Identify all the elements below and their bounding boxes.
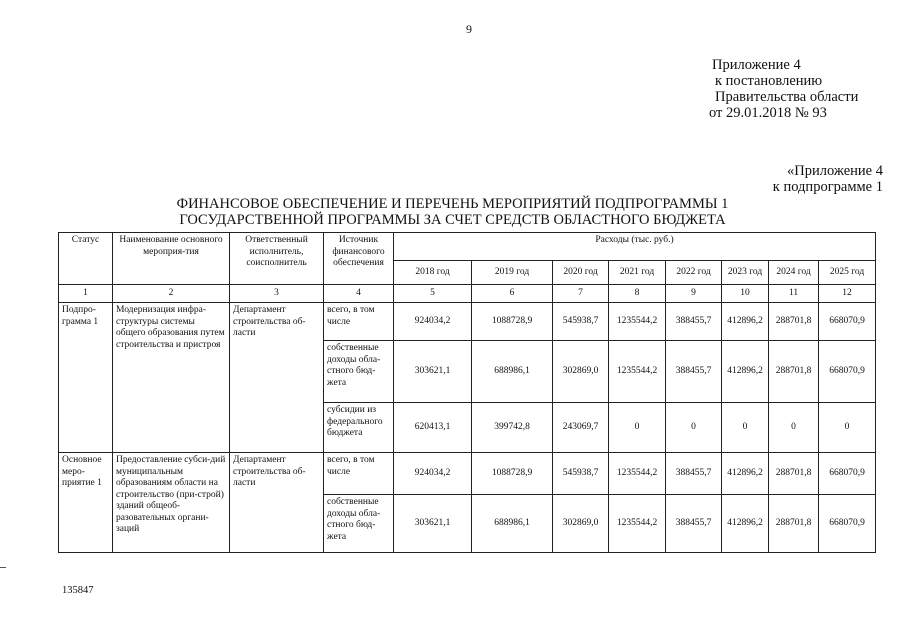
financing-table [58,232,876,553]
title-line-1: ФИНАНСОВОЕ ОБЕСПЕЧЕНИЕ И ПЕРЕЧЕНЬ МЕРОПРИЯТИЙ ПОДПРОГРАММЫ 1 [176,196,729,212]
table-row [59,453,876,495]
value-cell: 668070,9 [819,303,876,341]
document-title [0,196,905,228]
row-source: собственные доходы обла-стного бюд-жета [324,495,394,553]
column-number: 8 [609,285,666,303]
value-cell: 388455,7 [666,453,722,495]
value-cell: 388455,7 [666,495,722,553]
header-status: Статус [59,233,113,285]
value-cell: 545938,7 [553,453,609,495]
value-cell: 303621,1 [394,495,472,553]
column-number: 5 [394,285,472,303]
group-name: Модернизация инфра-структуры системы общего образования путем строительства и пристроя [113,303,230,453]
value-cell: 688986,1 [472,341,553,403]
value-cell: 288701,8 [769,341,819,403]
value-cell: 688986,1 [472,495,553,553]
appendix-line-1: Приложение 4 [712,57,801,73]
header-year: 2022 год [666,261,722,285]
value-cell: 668070,9 [819,453,876,495]
value-cell: 288701,8 [769,453,819,495]
value-cell: 0 [609,403,666,453]
value-cell: 1235544,2 [609,303,666,341]
column-number: 3 [230,285,324,303]
appendix-line-3: Правительства области [715,89,859,105]
header-year: 2020 год [553,261,609,285]
header-year: 2018 год [394,261,472,285]
row-source: всего, в том числе [324,303,394,341]
value-cell: 1088728,9 [472,453,553,495]
group-status: Подпро-грамма 1 [59,303,113,453]
appendix-sub-line-2: к подпрограмме 1 [772,179,883,195]
value-cell: 668070,9 [819,341,876,403]
value-cell: 1235544,2 [609,453,666,495]
value-cell: 924034,2 [394,303,472,341]
title-line-2: ГОСУДАРСТВЕННОЙ ПРОГРАММЫ ЗА СЧЕТ СРЕДСТВ ОБЛАСТНОГО БЮДЖЕТА [179,212,726,228]
appendix-subprogram [773,163,883,195]
value-cell: 302869,0 [553,341,609,403]
header-year: 2025 год [819,261,876,285]
value-cell: 303621,1 [394,341,472,403]
margin-tick [0,567,6,568]
header-source: Источник финансового обеспечения [324,233,394,285]
header-year: 2019 год [472,261,553,285]
value-cell: 288701,8 [769,495,819,553]
value-cell: 412896,2 [722,453,769,495]
value-cell: 1235544,2 [609,495,666,553]
column-numbers-row [59,285,876,303]
value-cell: 388455,7 [666,341,722,403]
group-responsible: Департамент строительства об-ласти [230,453,324,553]
table-row [59,303,876,341]
value-cell: 668070,9 [819,495,876,553]
value-cell: 388455,7 [666,303,722,341]
value-cell: 0 [769,403,819,453]
header-name: Наименование основного мероприя-тия [113,233,230,285]
row-source: всего, в том числе [324,453,394,495]
footer-code: 135847 [62,585,94,596]
column-number: 6 [472,285,553,303]
value-cell: 545938,7 [553,303,609,341]
column-number: 1 [59,285,113,303]
value-cell: 288701,8 [769,303,819,341]
column-number: 9 [666,285,722,303]
value-cell: 0 [666,403,722,453]
value-cell: 412896,2 [722,495,769,553]
group-status: Основное меро-приятие 1 [59,453,113,553]
header-year: 2024 год [769,261,819,285]
row-source: субсидии из федерального бюджета [324,403,394,453]
header-expenses: Расходы (тыс. руб.) [394,233,876,261]
value-cell: 412896,2 [722,341,769,403]
appendix-line-2: к постановлению [715,73,823,89]
appendix-sub-line-1: «Приложение 4 [787,163,883,179]
column-number: 4 [324,285,394,303]
value-cell: 0 [722,403,769,453]
value-cell: 1088728,9 [472,303,553,341]
column-number: 11 [769,285,819,303]
header-year: 2021 год [609,261,666,285]
value-cell: 1235544,2 [609,341,666,403]
column-number: 12 [819,285,876,303]
value-cell: 399742,8 [472,403,553,453]
row-source: собственные доходы обла-стного бюд-жета [324,341,394,403]
value-cell: 302869,0 [553,495,609,553]
column-number: 7 [553,285,609,303]
header-year: 2023 год [722,261,769,285]
page-number: 9 [466,22,472,36]
column-number: 2 [113,285,230,303]
value-cell: 0 [819,403,876,453]
value-cell: 412896,2 [722,303,769,341]
group-responsible: Департамент строительства об-ласти [230,303,324,453]
value-cell: 243069,7 [553,403,609,453]
column-number: 10 [722,285,769,303]
group-name: Предоставление субси-дий муниципальным образованиям области на строительство (при-строй) зданий общеоб-разовательных органи-заций [113,453,230,553]
appendix-header [709,57,859,121]
value-cell: 924034,2 [394,453,472,495]
header-responsible: Ответственный исполнитель, соисполнитель [230,233,324,285]
appendix-line-4: от 29.01.2018 № 93 [709,105,827,121]
value-cell: 620413,1 [394,403,472,453]
